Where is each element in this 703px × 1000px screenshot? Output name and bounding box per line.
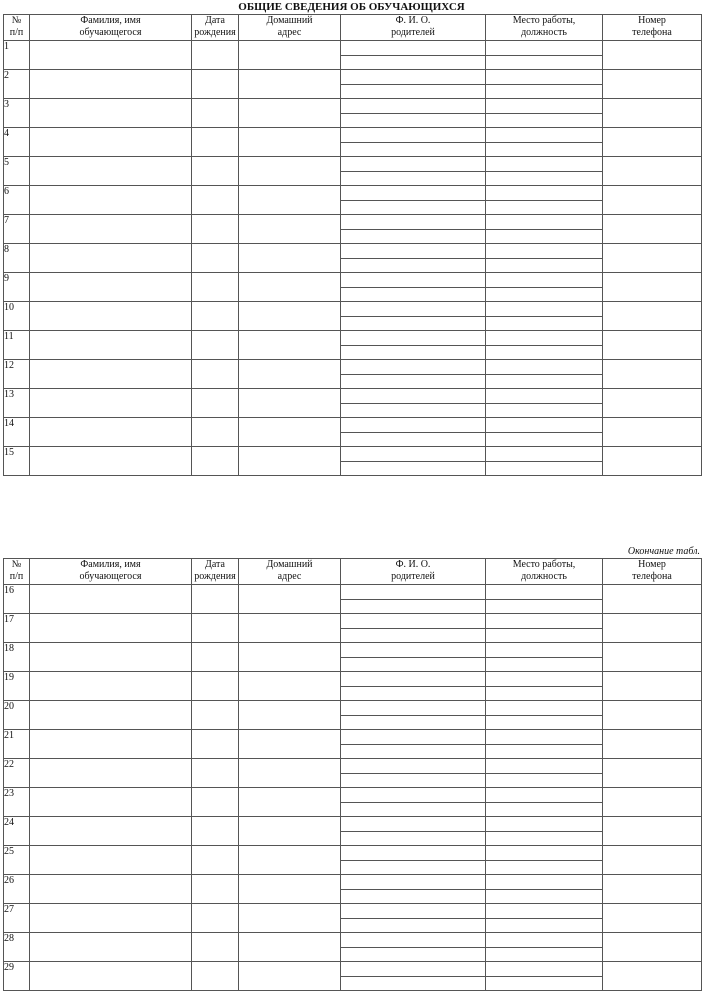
home-address-cell[interactable]: [239, 70, 341, 99]
row-number-cell: 5: [4, 157, 30, 186]
home-address-cell[interactable]: [239, 389, 341, 418]
student-name-cell[interactable]: [30, 389, 192, 418]
parents-name-cell[interactable]: [341, 701, 486, 730]
col-header-workplace: Место работы, должность: [486, 559, 603, 585]
row-number-cell: 29: [4, 962, 30, 991]
workplace-cell[interactable]: [486, 933, 603, 962]
home-address-cell[interactable]: [239, 701, 341, 730]
student-name-cell[interactable]: [30, 157, 192, 186]
student-name-cell[interactable]: [30, 759, 192, 788]
home-address-cell[interactable]: [239, 933, 341, 962]
student-name-cell[interactable]: [30, 962, 192, 991]
student-name-cell[interactable]: [30, 904, 192, 933]
student-name-cell[interactable]: [30, 244, 192, 273]
row-number-cell: 14: [4, 418, 30, 447]
table-row: [4, 672, 702, 701]
home-address-cell[interactable]: [239, 643, 341, 672]
col-header-workplace: Место работы, должность: [486, 15, 603, 41]
table-header-row: [4, 15, 702, 41]
parents-name-cell[interactable]: [341, 759, 486, 788]
birth-date-cell[interactable]: [192, 585, 239, 614]
workplace-cell[interactable]: [486, 70, 603, 99]
home-address-cell[interactable]: [239, 614, 341, 643]
phone-cell[interactable]: [603, 846, 702, 875]
row-number-cell: 19: [4, 672, 30, 701]
col-header-home-address: Домашний адрес: [239, 559, 341, 585]
table-row: [4, 875, 702, 904]
row-number-cell: 7: [4, 215, 30, 244]
workplace-cell[interactable]: [486, 788, 603, 817]
birth-date-cell[interactable]: [192, 447, 239, 476]
phone-cell[interactable]: [603, 273, 702, 302]
row-number-cell: 23: [4, 788, 30, 817]
student-name-cell[interactable]: [30, 128, 192, 157]
phone-cell[interactable]: [603, 701, 702, 730]
workplace-cell[interactable]: [486, 389, 603, 418]
phone-cell[interactable]: [603, 70, 702, 99]
col-header-student-name: Фамилия, имя обучающегося: [30, 559, 192, 585]
col-header-phone: Номер телефона: [603, 15, 702, 41]
parents-name-cell[interactable]: [341, 817, 486, 846]
row-number-cell: 4: [4, 128, 30, 157]
row-number-cell: 28: [4, 933, 30, 962]
birth-date-cell[interactable]: [192, 157, 239, 186]
parents-name-cell[interactable]: [341, 273, 486, 302]
phone-cell[interactable]: [603, 215, 702, 244]
home-address-cell[interactable]: [239, 817, 341, 846]
parents-name-cell[interactable]: [341, 389, 486, 418]
phone-cell[interactable]: [603, 244, 702, 273]
workplace-cell[interactable]: [486, 962, 603, 991]
phone-cell[interactable]: [603, 614, 702, 643]
student-name-cell[interactable]: [30, 585, 192, 614]
workplace-cell[interactable]: [486, 904, 603, 933]
table-row: [4, 157, 702, 186]
phone-cell[interactable]: [603, 672, 702, 701]
col-header-home-address: Домашний адрес: [239, 15, 341, 41]
parents-name-cell[interactable]: [341, 128, 486, 157]
parents-name-cell[interactable]: [341, 672, 486, 701]
table-row: [4, 643, 702, 672]
birth-date-cell[interactable]: [192, 701, 239, 730]
col-header-number: № п/п: [4, 15, 30, 41]
home-address-cell[interactable]: [239, 244, 341, 273]
parents-name-cell[interactable]: [341, 70, 486, 99]
col-header-birth-date: Дата рождения: [192, 559, 239, 585]
student-name-cell[interactable]: [30, 701, 192, 730]
parents-name-cell[interactable]: [341, 41, 486, 70]
row-number-cell: 1: [4, 41, 30, 70]
parents-name-cell[interactable]: [341, 614, 486, 643]
workplace-cell[interactable]: [486, 643, 603, 672]
page-title: ОБЩИЕ СВЕДЕНИЯ ОБ ОБУЧАЮЩИХСЯ: [238, 1, 465, 13]
student-name-cell[interactable]: [30, 273, 192, 302]
student-name-cell[interactable]: [30, 360, 192, 389]
student-name-cell[interactable]: [30, 875, 192, 904]
table-row: [4, 128, 702, 157]
parents-name-cell[interactable]: [341, 962, 486, 991]
home-address-cell[interactable]: [239, 157, 341, 186]
row-number-cell: 12: [4, 360, 30, 389]
birth-date-cell[interactable]: [192, 273, 239, 302]
row-number-cell: 10: [4, 302, 30, 331]
student-name-cell[interactable]: [30, 41, 192, 70]
birth-date-cell[interactable]: [192, 933, 239, 962]
home-address-cell[interactable]: [239, 128, 341, 157]
row-number-cell: 24: [4, 817, 30, 846]
table-row: [4, 846, 702, 875]
table-row: [4, 70, 702, 99]
row-number-cell: 20: [4, 701, 30, 730]
workplace-cell[interactable]: [486, 157, 603, 186]
phone-cell[interactable]: [603, 730, 702, 759]
parents-name-cell[interactable]: [341, 418, 486, 447]
phone-cell[interactable]: [603, 788, 702, 817]
home-address-cell[interactable]: [239, 418, 341, 447]
workplace-cell[interactable]: [486, 672, 603, 701]
table-row: [4, 215, 702, 244]
parents-name-cell[interactable]: [341, 585, 486, 614]
col-header-parents-name: Ф. И. О. родителей: [341, 559, 486, 585]
phone-cell[interactable]: [603, 759, 702, 788]
phone-cell[interactable]: [603, 331, 702, 360]
student-name-cell[interactable]: [30, 788, 192, 817]
table-row: [4, 759, 702, 788]
workplace-cell[interactable]: [486, 273, 603, 302]
home-address-cell[interactable]: [239, 788, 341, 817]
row-number-cell: 11: [4, 331, 30, 360]
birth-date-cell[interactable]: [192, 418, 239, 447]
table-row: [4, 933, 702, 962]
row-number-cell: 3: [4, 99, 30, 128]
row-number-cell: 2: [4, 70, 30, 99]
table-row: [4, 186, 702, 215]
student-name-cell[interactable]: [30, 418, 192, 447]
birth-date-cell[interactable]: [192, 99, 239, 128]
workplace-cell[interactable]: [486, 875, 603, 904]
row-number-cell: 16: [4, 585, 30, 614]
phone-cell[interactable]: [603, 933, 702, 962]
phone-cell[interactable]: [603, 447, 702, 476]
student-name-cell[interactable]: [30, 730, 192, 759]
row-number-cell: 21: [4, 730, 30, 759]
parents-name-cell[interactable]: [341, 875, 486, 904]
birth-date-cell[interactable]: [192, 331, 239, 360]
home-address-cell[interactable]: [239, 875, 341, 904]
workplace-cell[interactable]: [486, 817, 603, 846]
workplace-cell[interactable]: [486, 585, 603, 614]
home-address-cell[interactable]: [239, 215, 341, 244]
workplace-cell[interactable]: [486, 331, 603, 360]
table-row: [4, 273, 702, 302]
phone-cell[interactable]: [603, 128, 702, 157]
birth-date-cell[interactable]: [192, 614, 239, 643]
row-number-cell: 17: [4, 614, 30, 643]
col-header-student-name: Фамилия, имя обучающегося: [30, 15, 192, 41]
parents-name-cell[interactable]: [341, 360, 486, 389]
home-address-cell[interactable]: [239, 186, 341, 215]
phone-cell[interactable]: [603, 186, 702, 215]
parents-name-cell[interactable]: [341, 643, 486, 672]
row-number-cell: 8: [4, 244, 30, 273]
student-name-cell[interactable]: [30, 643, 192, 672]
row-number-cell: 18: [4, 643, 30, 672]
student-name-cell[interactable]: [30, 614, 192, 643]
student-name-cell[interactable]: [30, 99, 192, 128]
table-row: [4, 701, 702, 730]
phone-cell[interactable]: [603, 99, 702, 128]
phone-cell[interactable]: [603, 157, 702, 186]
home-address-cell[interactable]: [239, 302, 341, 331]
phone-cell[interactable]: [603, 875, 702, 904]
table-row: [4, 41, 702, 70]
student-name-cell[interactable]: [30, 672, 192, 701]
workplace-cell[interactable]: [486, 41, 603, 70]
table-row: [4, 614, 702, 643]
table-row: [4, 585, 702, 614]
table-row: [4, 962, 702, 991]
row-number-cell: 22: [4, 759, 30, 788]
students-table-part-2: [3, 558, 702, 991]
table-row: [4, 730, 702, 759]
parents-name-cell[interactable]: [341, 215, 486, 244]
row-number-cell: 15: [4, 447, 30, 476]
col-header-birth-date: Дата рождения: [192, 15, 239, 41]
student-name-cell[interactable]: [30, 447, 192, 476]
parents-name-cell[interactable]: [341, 99, 486, 128]
home-address-cell[interactable]: [239, 585, 341, 614]
table-row: [4, 418, 702, 447]
student-name-cell[interactable]: [30, 215, 192, 244]
home-address-cell[interactable]: [239, 759, 341, 788]
workplace-cell[interactable]: [486, 701, 603, 730]
workplace-cell[interactable]: [486, 99, 603, 128]
birth-date-cell[interactable]: [192, 759, 239, 788]
birth-date-cell[interactable]: [192, 128, 239, 157]
birth-date-cell[interactable]: [192, 846, 239, 875]
student-name-cell[interactable]: [30, 331, 192, 360]
workplace-cell[interactable]: [486, 215, 603, 244]
phone-cell[interactable]: [603, 41, 702, 70]
home-address-cell[interactable]: [239, 962, 341, 991]
col-header-parents-name: Ф. И. О. родителей: [341, 15, 486, 41]
birth-date-cell[interactable]: [192, 302, 239, 331]
birth-date-cell[interactable]: [192, 643, 239, 672]
birth-date-cell[interactable]: [192, 41, 239, 70]
birth-date-cell[interactable]: [192, 244, 239, 273]
birth-date-cell[interactable]: [192, 788, 239, 817]
birth-date-cell[interactable]: [192, 904, 239, 933]
workplace-cell[interactable]: [486, 418, 603, 447]
table-row: [4, 788, 702, 817]
workplace-cell[interactable]: [486, 302, 603, 331]
parents-name-cell[interactable]: [341, 186, 486, 215]
home-address-cell[interactable]: [239, 904, 341, 933]
workplace-cell[interactable]: [486, 360, 603, 389]
birth-date-cell[interactable]: [192, 215, 239, 244]
table-header-row: [4, 559, 702, 585]
home-address-cell[interactable]: [239, 846, 341, 875]
birth-date-cell[interactable]: [192, 730, 239, 759]
row-number-cell: 27: [4, 904, 30, 933]
home-address-cell[interactable]: [239, 273, 341, 302]
phone-cell[interactable]: [603, 904, 702, 933]
parents-name-cell[interactable]: [341, 788, 486, 817]
student-name-cell[interactable]: [30, 70, 192, 99]
workplace-cell[interactable]: [486, 128, 603, 157]
workplace-cell[interactable]: [486, 614, 603, 643]
table-row: [4, 331, 702, 360]
birth-date-cell[interactable]: [192, 186, 239, 215]
workplace-cell[interactable]: [486, 759, 603, 788]
phone-cell[interactable]: [603, 962, 702, 991]
parents-name-cell[interactable]: [341, 157, 486, 186]
table-row: [4, 447, 702, 476]
continuation-caption: Окончание табл.: [627, 546, 700, 557]
students-table-part-1: [3, 14, 702, 476]
phone-cell[interactable]: [603, 360, 702, 389]
birth-date-cell[interactable]: [192, 817, 239, 846]
parents-name-cell[interactable]: [341, 730, 486, 759]
parents-name-cell[interactable]: [341, 904, 486, 933]
workplace-cell[interactable]: [486, 186, 603, 215]
workplace-cell[interactable]: [486, 244, 603, 273]
table-row: [4, 244, 702, 273]
phone-cell[interactable]: [603, 817, 702, 846]
student-name-cell[interactable]: [30, 302, 192, 331]
workplace-cell[interactable]: [486, 730, 603, 759]
phone-cell[interactable]: [603, 643, 702, 672]
parents-name-cell[interactable]: [341, 447, 486, 476]
student-name-cell[interactable]: [30, 817, 192, 846]
birth-date-cell[interactable]: [192, 70, 239, 99]
row-number-cell: 13: [4, 389, 30, 418]
student-name-cell[interactable]: [30, 846, 192, 875]
table-row: [4, 99, 702, 128]
home-address-cell[interactable]: [239, 331, 341, 360]
home-address-cell[interactable]: [239, 672, 341, 701]
table-row: [4, 389, 702, 418]
row-number-cell: 25: [4, 846, 30, 875]
home-address-cell[interactable]: [239, 447, 341, 476]
table-row: [4, 360, 702, 389]
row-number-cell: 9: [4, 273, 30, 302]
workplace-cell[interactable]: [486, 846, 603, 875]
parents-name-cell[interactable]: [341, 244, 486, 273]
student-name-cell[interactable]: [30, 186, 192, 215]
home-address-cell[interactable]: [239, 41, 341, 70]
birth-date-cell[interactable]: [192, 672, 239, 701]
birth-date-cell[interactable]: [192, 875, 239, 904]
parents-name-cell[interactable]: [341, 933, 486, 962]
student-name-cell[interactable]: [30, 933, 192, 962]
parents-name-cell[interactable]: [341, 302, 486, 331]
row-number-cell: 6: [4, 186, 30, 215]
col-header-phone: Номер телефона: [603, 559, 702, 585]
home-address-cell[interactable]: [239, 360, 341, 389]
table-row: [4, 302, 702, 331]
phone-cell[interactable]: [603, 302, 702, 331]
workplace-cell[interactable]: [486, 447, 603, 476]
home-address-cell[interactable]: [239, 730, 341, 759]
parents-name-cell[interactable]: [341, 331, 486, 360]
table-row: [4, 817, 702, 846]
phone-cell[interactable]: [603, 585, 702, 614]
birth-date-cell[interactable]: [192, 360, 239, 389]
col-header-number: № п/п: [4, 559, 30, 585]
phone-cell[interactable]: [603, 418, 702, 447]
phone-cell[interactable]: [603, 389, 702, 418]
parents-name-cell[interactable]: [341, 846, 486, 875]
birth-date-cell[interactable]: [192, 962, 239, 991]
birth-date-cell[interactable]: [192, 389, 239, 418]
home-address-cell[interactable]: [239, 99, 341, 128]
row-number-cell: 26: [4, 875, 30, 904]
table-row: [4, 904, 702, 933]
